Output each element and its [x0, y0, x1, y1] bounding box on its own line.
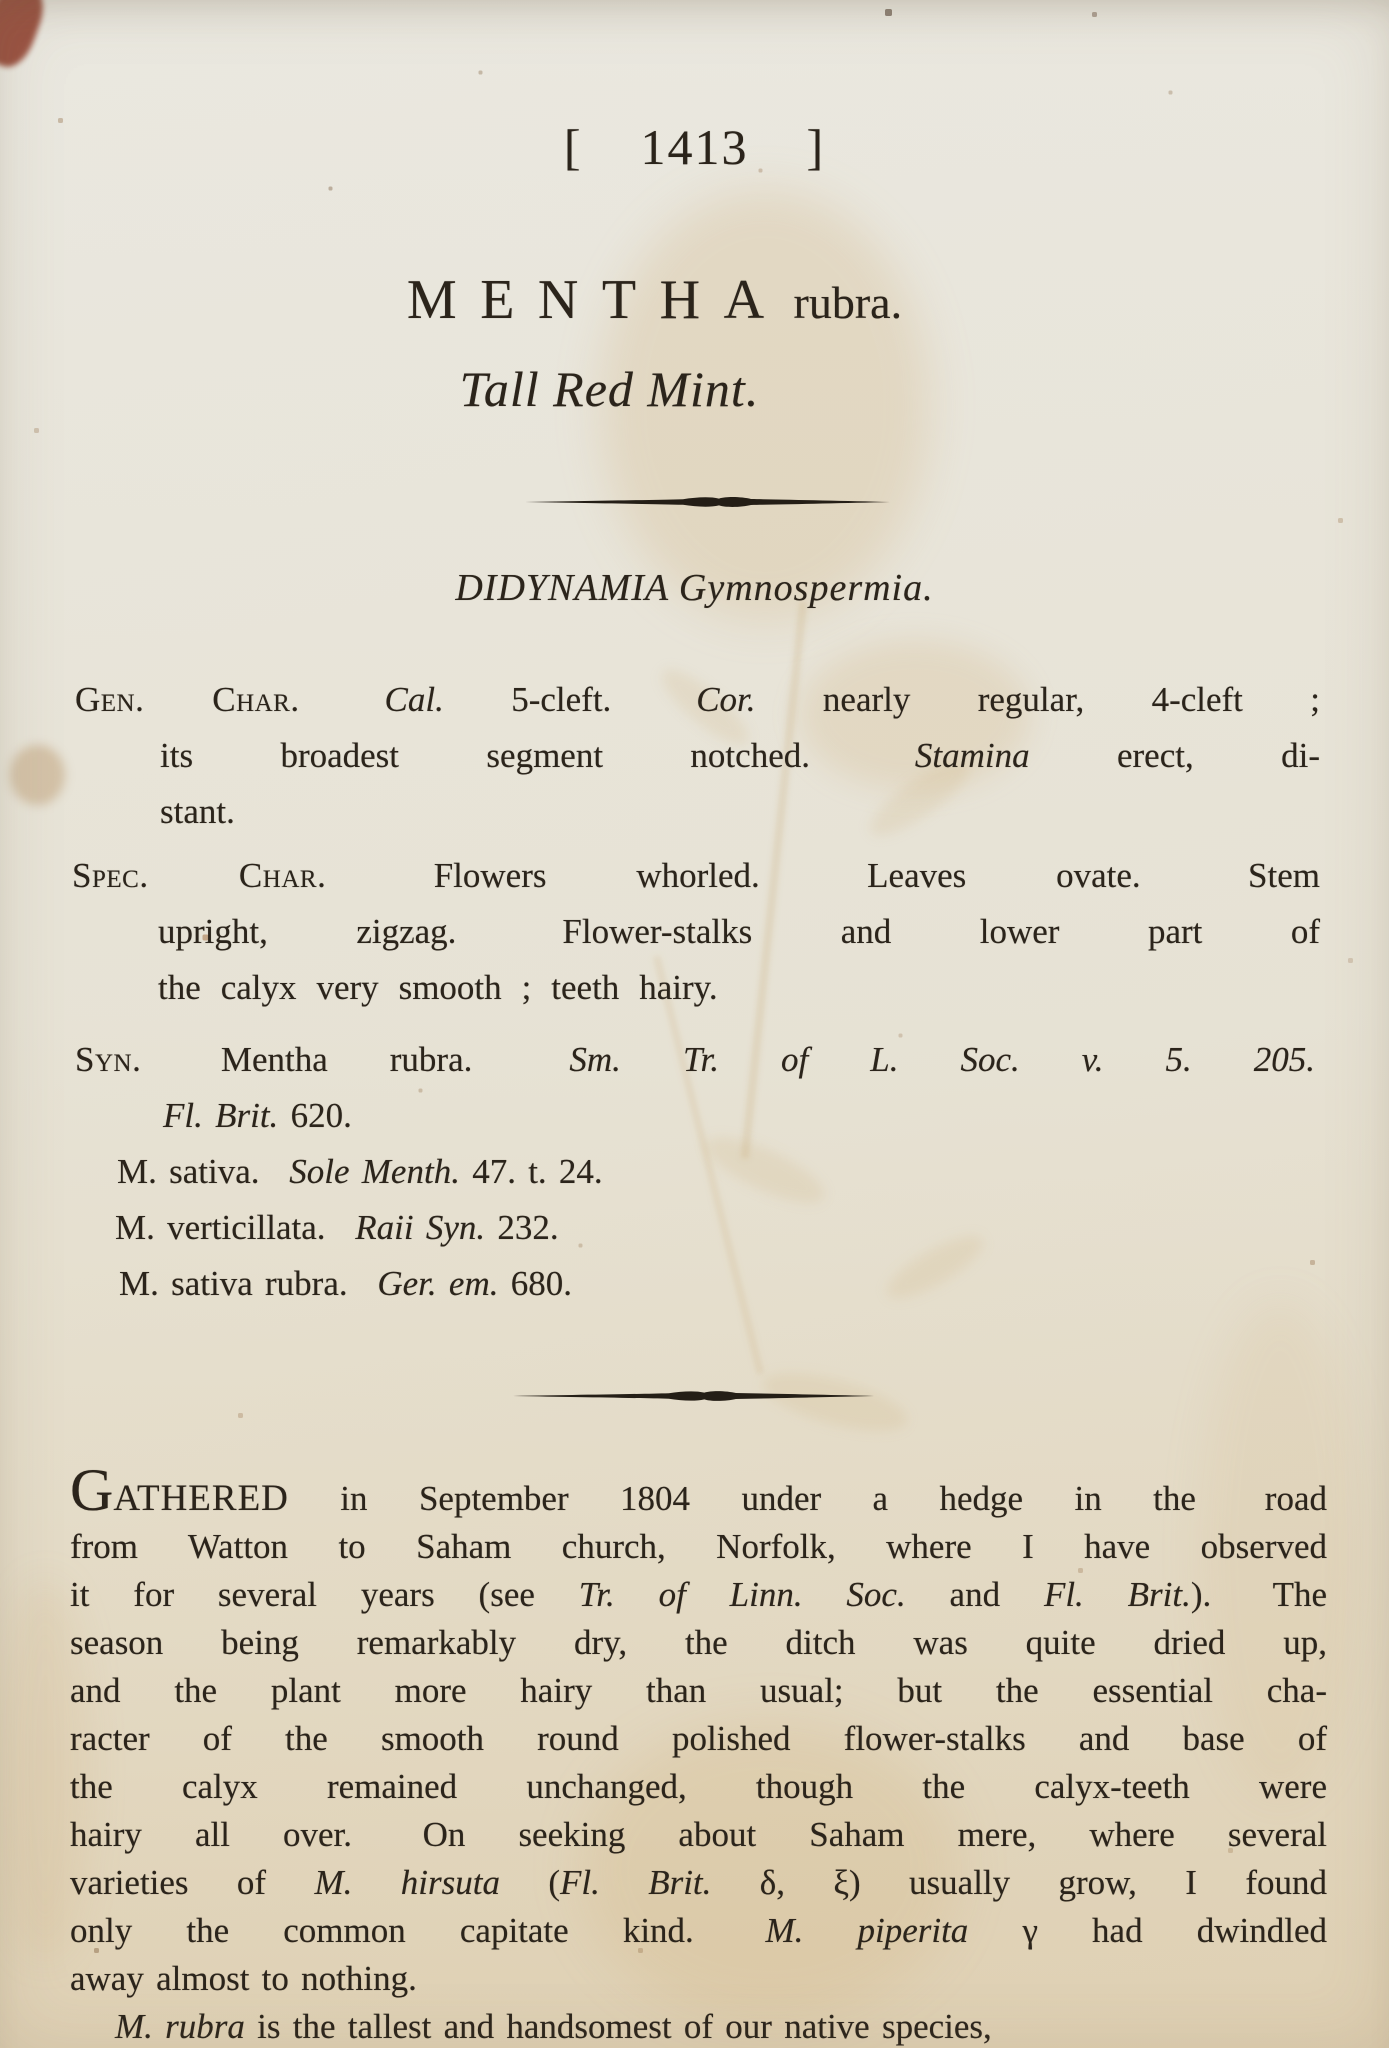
text-seg: season being remarkably dry, the ditch was quite dried up,	[70, 1623, 1327, 1662]
text-seg: Stamina	[914, 736, 1030, 775]
text-seg: away almost to nothing.	[70, 1959, 417, 1998]
text-seg: 620.	[278, 1096, 352, 1135]
page-number	[0, 118, 1389, 176]
text-seg: nearly regular, 4-cleft ;	[755, 680, 1321, 719]
text-seg: ATHERED	[113, 1478, 289, 1519]
body-paragraph	[70, 1457, 1327, 2048]
text-seg: from Watton to Saham church, Norfolk, where I have observed	[70, 1527, 1327, 1566]
text-line	[70, 1907, 1327, 1955]
text-line	[75, 1200, 1315, 1256]
text-seg: Ger. em.	[377, 1264, 499, 1303]
text-seg: and the plant more hairy than usual; but the essential cha-	[70, 1671, 1327, 1710]
text-seg: varieties of	[70, 1863, 315, 1902]
text-seg: it for several years (see	[70, 1575, 579, 1614]
corner-red-mark	[0, 0, 51, 73]
text-seg: Fl. Brit.	[163, 1096, 279, 1135]
text-seg: ). The	[1190, 1575, 1327, 1614]
text-line	[75, 1088, 1315, 1144]
text-line	[75, 1256, 1315, 1312]
initial-capital: G	[70, 1457, 114, 1523]
text-line	[75, 1032, 1315, 1088]
text-seg: M. piperita	[765, 1911, 969, 1950]
common-name: Tall Red Mint.	[459, 361, 760, 417]
text-line	[72, 960, 1320, 1016]
text-seg: erect, di-	[1029, 736, 1320, 775]
text-seg: 47. t. 24.	[459, 1152, 603, 1191]
section-label: Gen. Char.	[75, 680, 300, 719]
text-seg: the calyx very smooth ; teeth hairy.	[158, 968, 718, 1007]
text-line	[70, 1859, 1327, 1907]
text-seg: is the tallest and handsomest of our native species,	[244, 2007, 992, 2046]
text-seg: 232.	[485, 1208, 559, 1247]
text-seg: hairy all over. On seeking about Saham mere, where several	[70, 1815, 1327, 1854]
text-seg: Cor.	[696, 680, 756, 719]
section-label: Syn.	[75, 1040, 142, 1079]
text-line	[75, 728, 1320, 784]
text-seg: M. verticillata.	[115, 1208, 356, 1247]
page-number-value: 1413	[640, 119, 749, 175]
swelled-rule-divider	[511, 1388, 876, 1404]
section-syn	[75, 1032, 1315, 1312]
text-line	[70, 1763, 1327, 1811]
text-line	[70, 1523, 1327, 1571]
text-seg: M. sativa rubra.	[119, 1264, 378, 1303]
text-line	[70, 1811, 1327, 1859]
text-line	[70, 2003, 1327, 2048]
section-gen-char	[75, 672, 1320, 840]
species-epithet: rubra.	[793, 277, 903, 328]
text-seg: Tr. of Linn. Soc.	[578, 1575, 906, 1614]
text-seg: only the common capitate kind.	[70, 1911, 766, 1950]
text-line	[70, 1715, 1327, 1763]
bracket-open: [	[563, 119, 583, 175]
text-line	[70, 1571, 1327, 1619]
text-seg: its broadest segment notched.	[160, 736, 915, 775]
text-line	[72, 848, 1320, 904]
text-seg: Sm. Tr. of L. Soc. v. 5. 205.	[569, 1040, 1315, 1079]
text-line	[72, 904, 1320, 960]
text-seg: in September 1804 under a hedge in the road	[288, 1479, 1327, 1518]
text-line	[70, 1955, 1327, 2003]
text-seg: Fl. Brit.	[559, 1863, 712, 1902]
text-line	[75, 784, 1320, 840]
text-seg: racter of the smooth round polished flower-stalks and base of	[70, 1719, 1327, 1758]
text-seg: Raii Syn.	[355, 1208, 486, 1247]
text-seg: Mentha rubra.	[141, 1040, 570, 1079]
text-seg: Flowers whorled. Leaves ovate. Stem	[326, 856, 1321, 895]
text-line	[70, 1667, 1327, 1715]
section-label: Spec. Char.	[72, 856, 327, 895]
text-seg: M. hirsuta	[314, 1863, 500, 1902]
text-seg: 5-cleft.	[443, 680, 697, 719]
text-seg: stant.	[160, 792, 235, 831]
text-line	[75, 1144, 1315, 1200]
swelled-rule-divider	[522, 494, 894, 510]
section-spec-char	[72, 848, 1320, 1016]
text-seg	[300, 680, 385, 719]
text-line	[70, 1457, 1327, 1523]
bracket-close: ]	[806, 119, 826, 175]
text-seg: Cal.	[384, 680, 444, 719]
text-seg: δ, ξ) usually grow, I found	[711, 1863, 1327, 1902]
genus-name: MENTHA	[406, 269, 788, 331]
text-seg: and	[905, 1575, 1044, 1614]
species-title	[0, 268, 1349, 332]
text-seg: (	[499, 1863, 560, 1902]
text-line	[75, 672, 1320, 728]
text-line	[70, 1619, 1327, 1667]
text-seg: M. rubra	[115, 2007, 245, 2046]
text-seg: upright, zigzag. Flower-stalks and lower part of	[158, 912, 1320, 951]
text-seg: 680.	[498, 1264, 572, 1303]
text-seg: Fl. Brit.	[1043, 1575, 1191, 1614]
classification-line: DIDYNAMIA Gymnospermia.	[455, 567, 934, 609]
text-seg: the calyx remained unchanged, though the calyx-teeth were	[70, 1767, 1327, 1806]
foxing-stain	[10, 745, 65, 805]
paper-speckles	[0, 0, 1, 1]
text-seg: γ had dwindled	[968, 1911, 1327, 1950]
text-seg: M. sativa.	[117, 1152, 290, 1191]
text-seg: Sole Menth.	[289, 1152, 460, 1191]
